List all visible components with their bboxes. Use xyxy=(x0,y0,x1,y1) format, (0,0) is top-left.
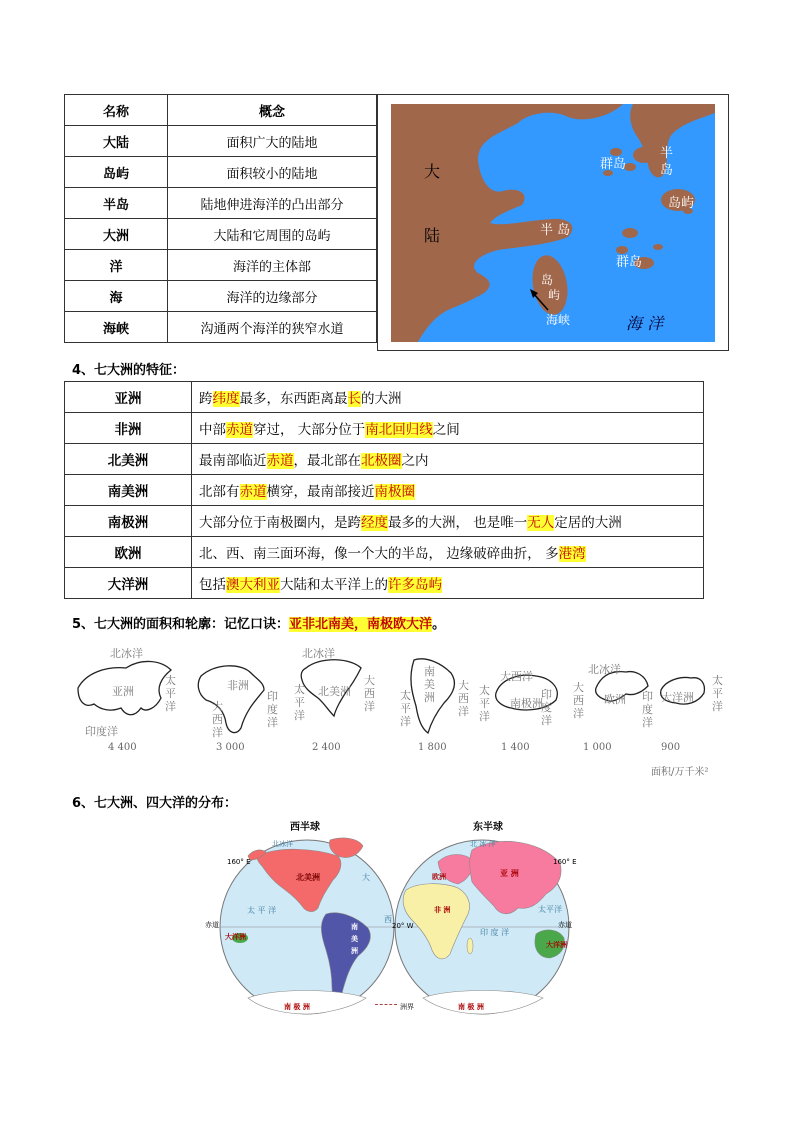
label-island-2b: 屿 xyxy=(548,288,561,302)
label-antarctica-east: 南 极 洲 xyxy=(458,1003,484,1011)
definition: 面积较小的陆地 xyxy=(168,157,377,188)
namerica-name: 北美洲 xyxy=(318,685,351,698)
table-row xyxy=(65,444,704,475)
header-concept: 概念 xyxy=(168,95,377,126)
label-continent-b: 陆 xyxy=(424,226,441,245)
continent-name: 欧洲 xyxy=(65,537,192,568)
table-row xyxy=(65,413,704,444)
definition: 陆地伸进海洋的凸出部分 xyxy=(168,188,377,219)
europe-west-label: 大西洋 xyxy=(573,681,584,720)
asia-south-label: 印度洋 xyxy=(85,725,118,738)
definition: 面积广大的陆地 xyxy=(168,126,377,157)
table-row xyxy=(65,126,377,157)
label-strait: 海峡 xyxy=(546,313,571,327)
term: 海峡 xyxy=(65,312,168,343)
label-asia: 亚 洲 xyxy=(500,869,519,878)
oceania-east-label: 太平洋 xyxy=(712,674,723,713)
area-antarctica: 1 400 xyxy=(501,742,530,753)
label-pacific-west: 太 平 洋 xyxy=(247,906,277,915)
continent-name: 北美洲 xyxy=(65,444,192,475)
table-row xyxy=(65,382,704,413)
island xyxy=(633,147,655,163)
continent-feature: 北部有赤道横穿，最南部接近南极圈 xyxy=(192,475,704,506)
africa-west-label: 大西洋 xyxy=(212,700,223,739)
table-row xyxy=(65,219,377,250)
term: 洋 xyxy=(65,250,168,281)
w-equator-label: 赤道 xyxy=(205,921,219,929)
area-africa: 3 000 xyxy=(216,742,245,753)
term: 海 xyxy=(65,281,168,312)
label-south-america-3: 洲 xyxy=(351,947,358,955)
definition: 大陆和它周围的岛屿 xyxy=(168,219,377,250)
section5-title: 5、七大洲的面积和轮廓：记忆口诀：亚非北南美，南极欧大洋。 xyxy=(72,617,446,632)
term: 岛屿 xyxy=(65,157,168,188)
area-oceania: 900 xyxy=(661,742,681,753)
table-row xyxy=(65,157,377,188)
continent-feature: 最南部临近赤道，最北部在北极圈之内 xyxy=(192,444,704,475)
table-row xyxy=(65,281,377,312)
europe-north-label: 北冰洋 xyxy=(588,663,621,676)
label-sea-ocean: 海 洋 xyxy=(626,314,664,333)
samerica-east-label: 大西洋 xyxy=(458,679,469,718)
w20-label: 20° W xyxy=(392,922,414,930)
label-archipelago-1: 群岛 xyxy=(600,157,627,172)
continent-name: 南美洲 xyxy=(65,475,192,506)
label-africa: 非 洲 xyxy=(434,906,451,914)
continent-feature: 跨纬度最多，东西距离最长的大洲 xyxy=(192,382,704,413)
table-row xyxy=(65,475,704,506)
label-atlantic-west-2: 西 xyxy=(384,915,392,924)
label-oceania-west: 大洋洲 xyxy=(225,933,246,941)
label-north-america: 北美洲 xyxy=(296,873,320,882)
asia-east-label: 太平洋 xyxy=(165,674,176,713)
section6-title: 6、七大洲、四大洋的分布： xyxy=(72,796,238,811)
label-south-america-1: 南 xyxy=(351,923,358,931)
label-south-america-2: 美 xyxy=(351,935,358,943)
mnemonic: 亚非北南美，南极欧大洋 xyxy=(289,617,433,632)
table-row xyxy=(65,188,377,219)
term: 半岛 xyxy=(65,188,168,219)
table-row xyxy=(65,312,377,343)
continent-feature: 包括澳大利亚大陆和太平洋上的许多岛屿 xyxy=(192,568,704,599)
label-island-1: 岛屿 xyxy=(668,196,695,211)
namerica-north-label: 北冰洋 xyxy=(302,647,335,660)
west-hemisphere-title: 西半球 xyxy=(290,822,320,833)
border-legend: 洲界 xyxy=(400,1003,414,1011)
area-south-america: 1 800 xyxy=(418,742,447,753)
concept-table xyxy=(64,94,377,343)
area-unit: 面积/万千米² xyxy=(651,767,709,778)
samerica-name: 南美洲 xyxy=(424,665,435,704)
label-oceania-east: 大洋洲 xyxy=(546,941,567,949)
table-row xyxy=(65,568,704,599)
continent-name: 非洲 xyxy=(65,413,192,444)
label-island-2a: 岛 xyxy=(541,273,554,287)
label-arctic-west: 北冰洋 xyxy=(272,840,293,848)
africa-east-label: 印度洋 xyxy=(267,690,278,729)
label-indian-ocean: 印 度 洋 xyxy=(480,928,510,937)
continent-name: 亚洲 xyxy=(65,382,192,413)
antarctica-west-label: 太平洋 xyxy=(479,684,490,723)
label-arctic-east: 北 冰 洋 xyxy=(470,840,496,848)
term: 大洲 xyxy=(65,219,168,250)
definition: 海洋的主体部 xyxy=(168,250,377,281)
antarctica-east-label: 印度洋 xyxy=(541,688,552,727)
label-peninsula-1a: 半 xyxy=(660,146,674,161)
concept-map-frame xyxy=(377,94,729,351)
table-row xyxy=(65,537,704,568)
label-archipelago-2: 群岛 xyxy=(616,255,643,270)
continent-name: 大洋洲 xyxy=(65,568,192,599)
term: 大陆 xyxy=(65,126,168,157)
area-asia: 4 400 xyxy=(108,742,137,753)
continent-feature: 中部赤道穿过， 大部分位于南北回归线之间 xyxy=(192,413,704,444)
asia-north-label: 北冰洋 xyxy=(110,647,143,660)
label-atlantic-west-1: 大 xyxy=(362,873,370,882)
namerica-west-label: 太平洋 xyxy=(294,683,305,722)
label-continent-a: 大 xyxy=(424,162,441,181)
island xyxy=(653,244,663,250)
e-equator-label: 赤道 xyxy=(558,921,572,929)
antarctica-north-label: 大西洋 xyxy=(500,670,533,683)
oceania-name: 大洋洲 xyxy=(661,691,694,704)
area-north-america: 2 400 xyxy=(312,742,341,753)
concept-table-header xyxy=(65,95,377,126)
africa-name: 非洲 xyxy=(227,679,249,692)
continent-features-table xyxy=(64,381,704,599)
antarctica-name: 南极洲 xyxy=(510,697,543,710)
east-hemisphere-title: 东半球 xyxy=(473,822,503,833)
e-160e-label: 160° E xyxy=(553,858,577,866)
border-legend-line xyxy=(375,1004,397,1005)
continent-name: 南极洲 xyxy=(65,506,192,537)
label-europe: 欧洲 xyxy=(432,873,446,881)
area-europe: 1 000 xyxy=(583,742,612,753)
namerica-east-label: 大西洋 xyxy=(364,674,375,713)
label-peninsula-1b: 岛 xyxy=(660,163,674,178)
table-row xyxy=(65,250,377,281)
definition: 沟通两个海洋的狭窄水道 xyxy=(168,312,377,343)
madagascar-shape xyxy=(467,938,473,954)
continent-feature: 大部分位于南极圈内，是跨经度最多的大洲， 也是唯一无人定居的大洲 xyxy=(192,506,704,537)
asia-name: 亚洲 xyxy=(112,685,134,698)
continent-feature: 北、西、南三面环海，像一个大的半岛， 边缘破碎曲折， 多港湾 xyxy=(192,537,704,568)
table-row xyxy=(65,506,704,537)
label-antarctica-west: 南 极 洲 xyxy=(284,1003,310,1011)
section4-title: 4、七大洲的特征： xyxy=(72,363,186,378)
definition: 海洋的边缘部分 xyxy=(168,281,377,312)
w-160e-label: 160° E xyxy=(227,858,251,866)
samerica-west-label: 太平洋 xyxy=(400,689,411,728)
oceania-west-label: 印度洋 xyxy=(642,690,653,729)
island xyxy=(622,228,638,238)
header-name: 名称 xyxy=(65,95,168,126)
europe-name: 欧洲 xyxy=(604,693,626,706)
africa-outline xyxy=(198,666,264,733)
label-pacific-east: 太平洋 xyxy=(538,905,562,914)
label-peninsula-2: 半 岛 xyxy=(540,223,571,238)
